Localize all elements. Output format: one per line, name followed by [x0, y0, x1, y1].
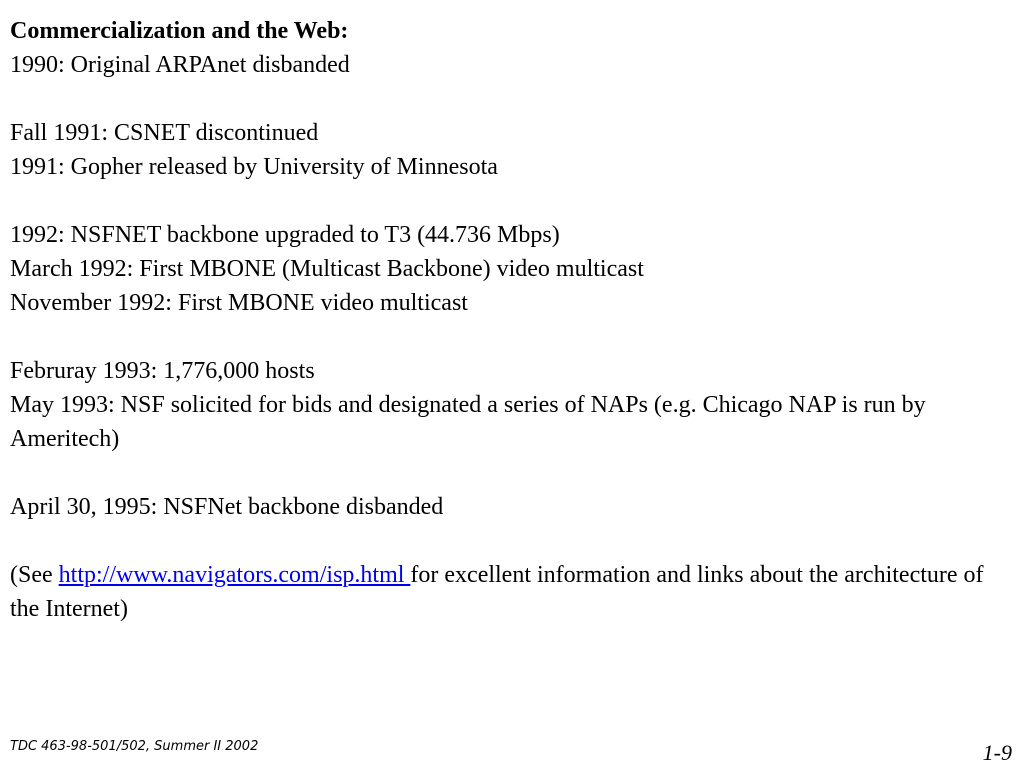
timeline-item-1995-nsfnet-disbanded: April 30, 1995: NSFNet backbone disbanded: [10, 494, 444, 520]
spacer: [10, 82, 1000, 116]
navigators-isp-link[interactable]: http://www.navigators.com/isp.html: [58, 562, 411, 588]
see-note-suffix: for excellent information and links about the architecture of the Internet): [10, 562, 984, 622]
spacer: [10, 456, 1000, 490]
spacer: [10, 184, 1000, 218]
timeline-item-1991-gopher: 1991: Gopher released by University of Minnesota: [10, 154, 498, 180]
see-note: [10, 558, 1000, 626]
spacer: [10, 524, 1000, 558]
timeline-item-1992-mbone-november: November 1992: First MBONE video multicast: [10, 290, 468, 316]
timeline-item-1992-nsfnet-t3: 1992: NSFNET backbone upgraded to T3 (44.736 Mbps): [10, 222, 560, 248]
footer-page-number: 1-9: [982, 740, 1012, 765]
see-note-prefix: (See: [10, 562, 59, 588]
slide-body: [10, 14, 1000, 626]
timeline-item-1991-csnet: Fall 1991: CSNET discontinued: [10, 120, 319, 146]
slide-title: Commercialization and the Web:: [10, 18, 349, 44]
spacer: [10, 320, 1000, 354]
timeline-item-1993-naps: May 1993: NSF solicited for bids and designated a series of NAPs (e.g. Chicago NAP is run by Ameritech): [10, 392, 926, 452]
timeline-item-1990-arpanet: 1990: Original ARPAnet disbanded: [10, 52, 350, 78]
timeline-item-1993-hosts: Februray 1993: 1,776,000 hosts: [10, 358, 315, 384]
footer-course-label: TDC 463-98-501/502, Summer II 2002: [10, 739, 259, 754]
timeline-item-1992-mbone-march: March 1992: First MBONE (Multicast Backbone) video multicast: [10, 256, 644, 282]
